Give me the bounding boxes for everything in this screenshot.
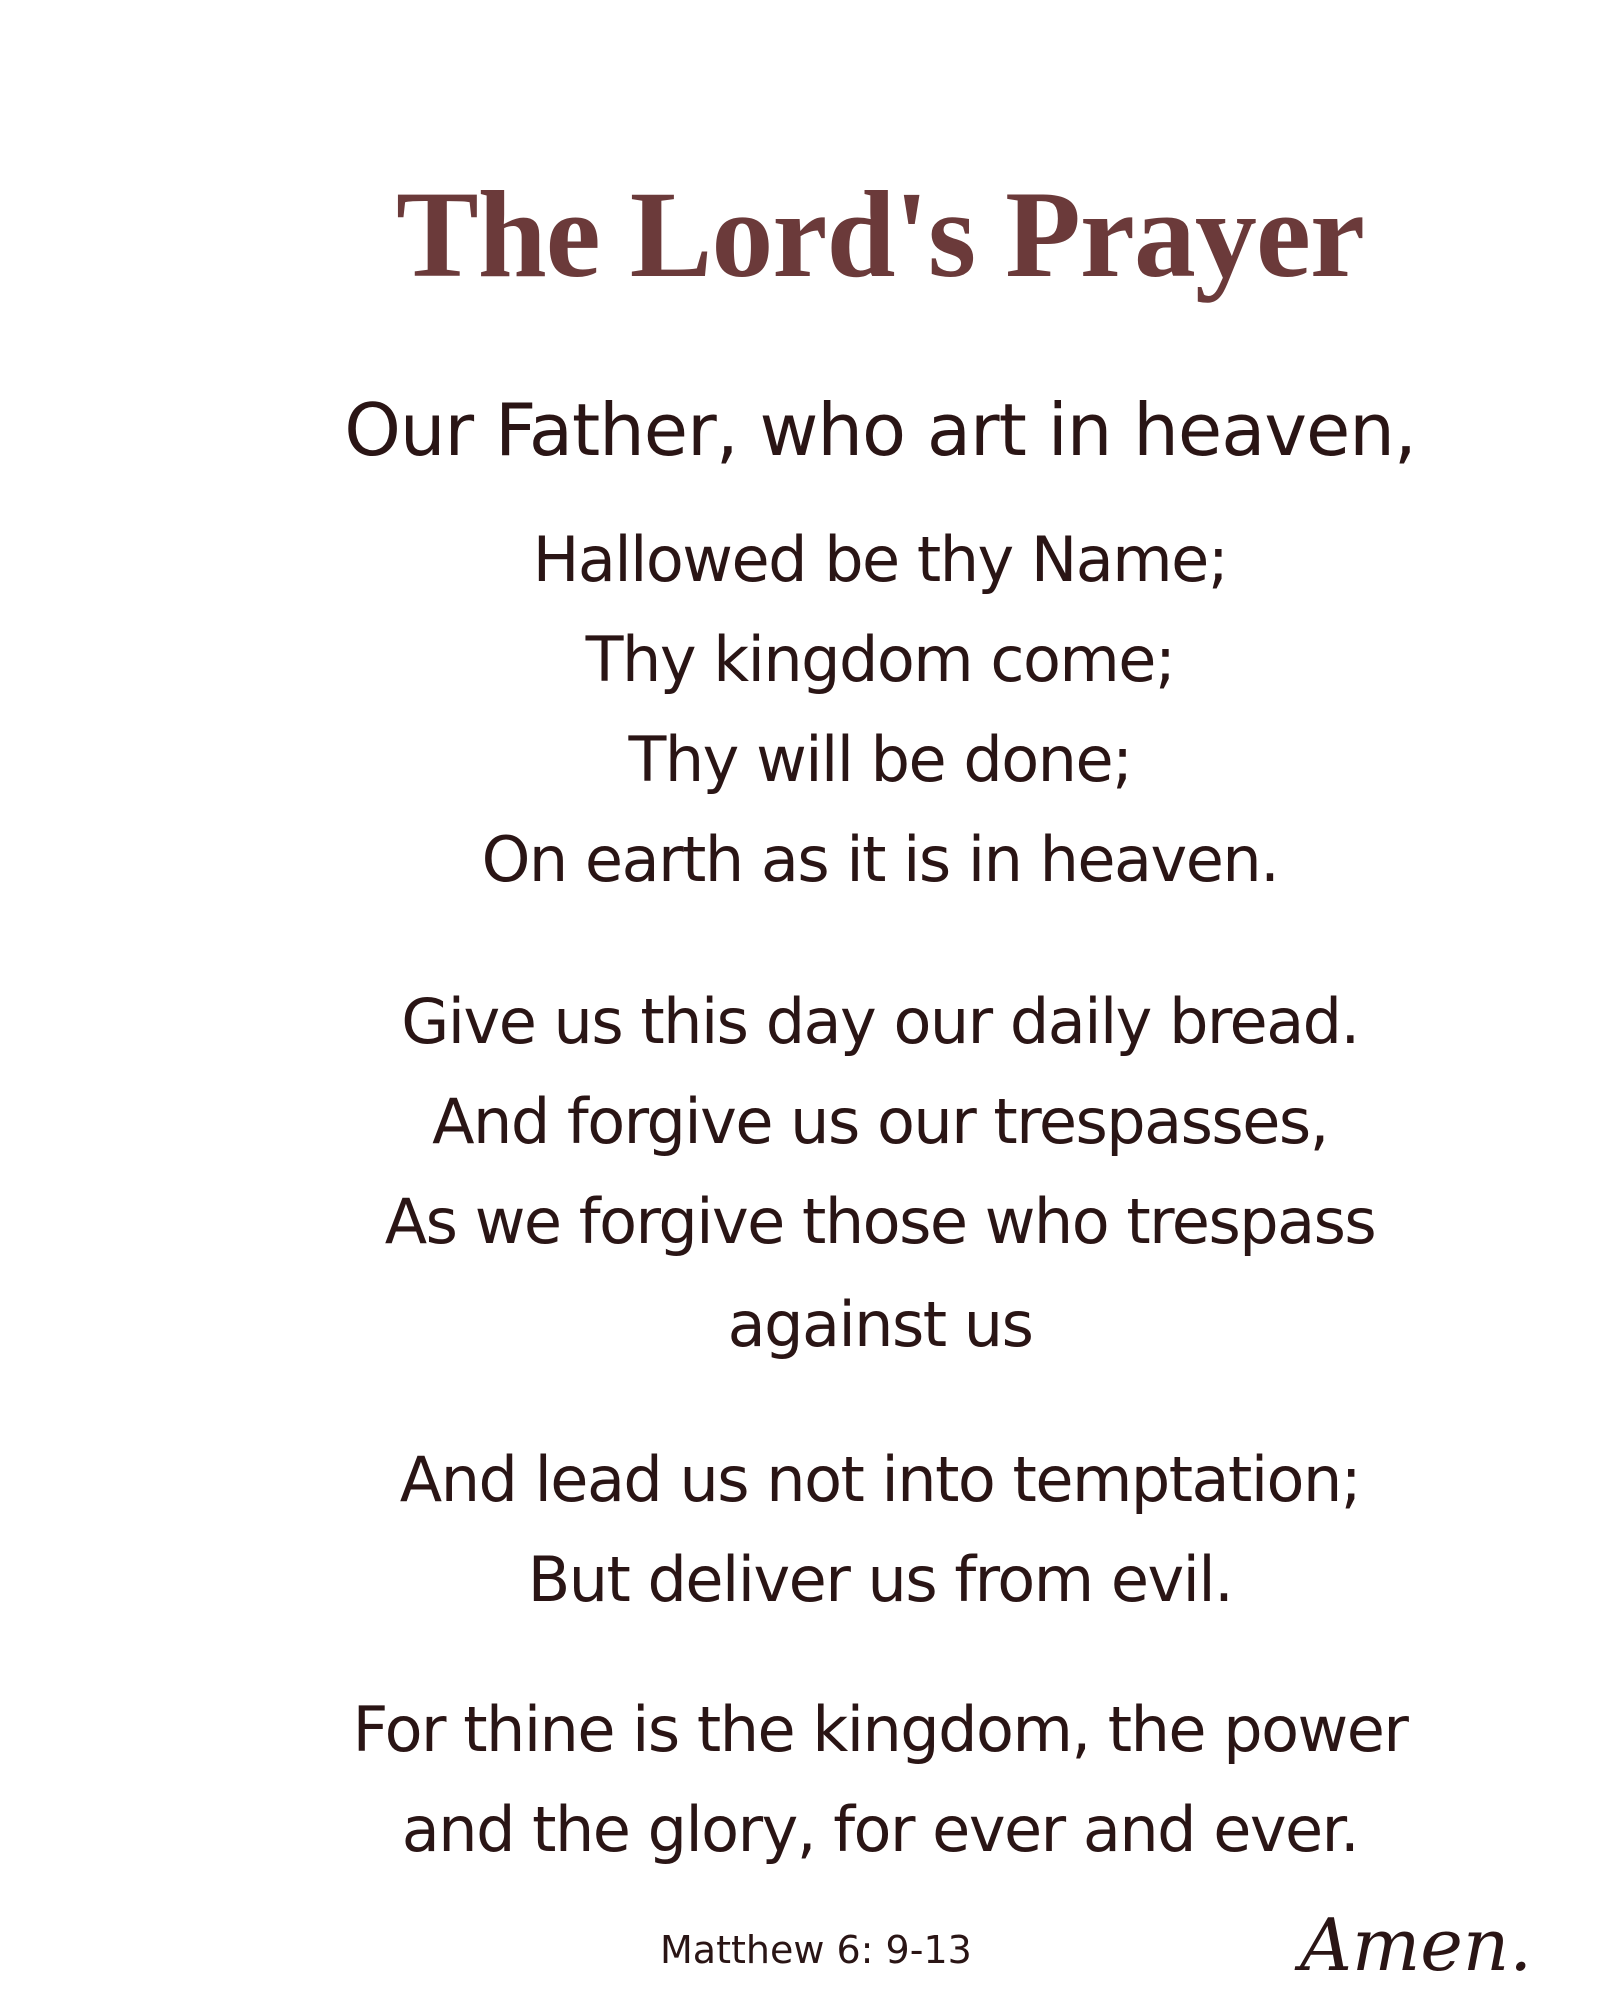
stanza1-line-1: Hallowed be thy Name;: [532, 523, 1228, 596]
stanza4-line-2: and the glory, for ever and ever.: [401, 1793, 1359, 1866]
stanza2-line-2: And forgive us our trespasses,: [432, 1085, 1328, 1158]
stanza3-line-1: And lead us not into temptation;: [399, 1443, 1361, 1516]
amen-signature: Amen.: [1300, 1903, 1533, 1987]
stanza1-line-4: On earth as it is in heaven.: [481, 823, 1279, 896]
stanza4-line-1: For thine is the kingdom, the power: [352, 1693, 1408, 1766]
stanza1-line-3: Thy will be done;: [628, 723, 1132, 796]
stanza2-line-3: As we forgive those who trespass: [384, 1185, 1376, 1258]
stanza2-line-4: against us: [727, 1288, 1033, 1361]
page-title: The Lord's Prayer: [396, 166, 1364, 303]
stanza2-line-1: Give us this day our daily bread.: [401, 985, 1359, 1058]
stanza3-line-2: But deliver us from evil.: [527, 1543, 1233, 1616]
stanza1-line-2: Thy kingdom come;: [585, 623, 1175, 696]
scripture-reference: Matthew 6: 9-13: [660, 1928, 972, 1972]
opening-line: Our Father, who art in heaven,: [344, 388, 1416, 472]
